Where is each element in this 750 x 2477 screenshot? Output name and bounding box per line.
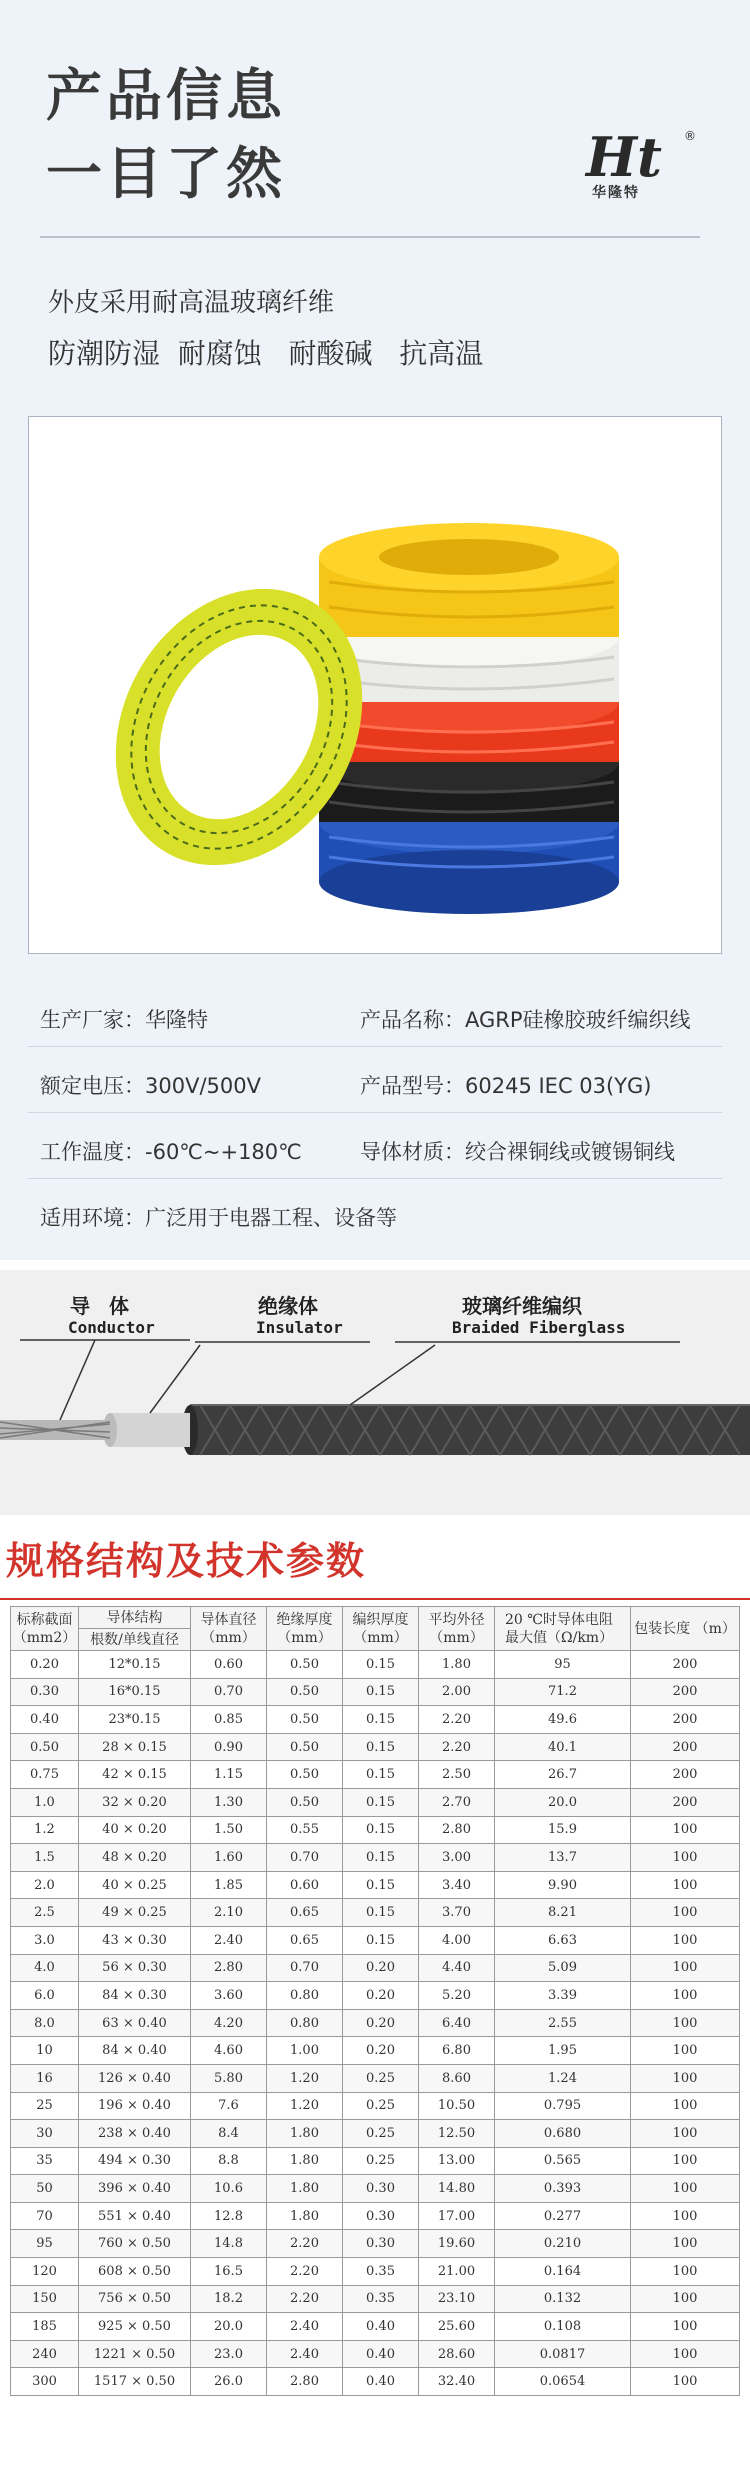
table-cell: 1.00: [267, 2037, 343, 2065]
table-cell: 0.55: [267, 1816, 343, 1844]
info-model: 产品型号：60245 IEC 03(YG): [360, 1074, 652, 1098]
table-cell: 1.85: [191, 1871, 267, 1899]
table-cell: 8.0: [11, 2009, 79, 2037]
product-photo: [28, 416, 722, 954]
table-cell: 25.60: [419, 2313, 495, 2341]
table-cell: 100: [631, 2147, 740, 2175]
table-cell: 0.30: [343, 2230, 419, 2258]
table-cell: 0.80: [267, 1982, 343, 2010]
table-cell: 0.15: [343, 1788, 419, 1816]
header-insulation: 绝缘厚度 （mm）: [267, 1607, 343, 1651]
table-cell: 2.50: [419, 1761, 495, 1789]
table-cell: 0.40: [343, 2313, 419, 2341]
table-cell: 1.15: [191, 1761, 267, 1789]
table-cell: 25: [11, 2092, 79, 2120]
table-cell: 2.00: [419, 1678, 495, 1706]
table-cell: 32.40: [419, 2368, 495, 2396]
table-row: [11, 1788, 740, 1816]
table-cell: 7.6: [191, 2092, 267, 2120]
table-cell: 1221 × 0.50: [79, 2340, 191, 2368]
table-cell: 0.20: [343, 2037, 419, 2065]
table-cell: 0.20: [343, 1954, 419, 1982]
table-cell: 30: [11, 2120, 79, 2148]
table-cell: 63 × 0.40: [79, 2009, 191, 2037]
table-cell: 0.25: [343, 2120, 419, 2148]
table-cell: 3.39: [495, 1982, 631, 2010]
table-cell: 126 × 0.40: [79, 2064, 191, 2092]
table-cell: 0.0654: [495, 2368, 631, 2396]
logo-subtitle: 华隆特: [592, 185, 640, 201]
table-cell: 1.80: [267, 2202, 343, 2230]
spec-title-underline: [0, 1598, 750, 1600]
table-cell: 28 × 0.15: [79, 1733, 191, 1761]
wire-coils-image: [29, 417, 721, 953]
table-cell: 100: [631, 2037, 740, 2065]
table-cell: 100: [631, 1899, 740, 1927]
table-row: [11, 2368, 740, 2396]
table-cell: 2.80: [267, 2368, 343, 2396]
table-row: [11, 1706, 740, 1734]
table-cell: 300: [11, 2368, 79, 2396]
table-cell: 23.10: [419, 2285, 495, 2313]
table-cell: 4.40: [419, 1954, 495, 1982]
table-cell: 0.70: [191, 1678, 267, 1706]
table-row: [11, 1926, 740, 1954]
table-cell: 0.50: [267, 1788, 343, 1816]
hero-title: [46, 58, 286, 214]
info-product-name: 产品名称：AGRP硅橡胶玻纤编织线: [360, 1008, 691, 1032]
table-cell: 0.85: [191, 1706, 267, 1734]
table-row: [11, 2037, 740, 2065]
table-cell: 1.80: [267, 2147, 343, 2175]
info-conductor-material: 导体材质：绞合裸铜线或镀锡铜线: [360, 1140, 675, 1164]
table-cell: 0.50: [267, 1678, 343, 1706]
table-cell: 1517 × 0.50: [79, 2368, 191, 2396]
table-row: [11, 1816, 740, 1844]
table-cell: 8.60: [419, 2064, 495, 2092]
table-cell: 0.90: [191, 1733, 267, 1761]
info-environment: 适用环境：广泛用于电器工程、设备等: [40, 1206, 397, 1230]
table-cell: 0.210: [495, 2230, 631, 2258]
table-cell: 84 × 0.30: [79, 1982, 191, 2010]
table-cell: 0.25: [343, 2147, 419, 2175]
table-cell: 2.0: [11, 1871, 79, 1899]
table-cell: 4.20: [191, 2009, 267, 2037]
table-cell: 608 × 0.50: [79, 2258, 191, 2286]
table-cell: 0.565: [495, 2147, 631, 2175]
info-divider: [28, 1178, 722, 1179]
table-cell: 32 × 0.20: [79, 1788, 191, 1816]
table-cell: 0.50: [267, 1651, 343, 1679]
table-cell: 48 × 0.20: [79, 1844, 191, 1872]
tagline-material: 外皮采用耐高温玻璃纤维: [48, 288, 335, 318]
table-cell: 0.15: [343, 1761, 419, 1789]
table-cell: 0.393: [495, 2175, 631, 2203]
spec-table: [10, 1606, 740, 2396]
table-cell: 19.60: [419, 2230, 495, 2258]
header-diameter: 导体直径 （mm）: [191, 1607, 267, 1651]
header-resistance: 20 ℃时导体电阻 最大值（Ω/km）: [495, 1607, 631, 1651]
table-cell: 12.50: [419, 2120, 495, 2148]
table-cell: 0.35: [343, 2258, 419, 2286]
table-cell: 95: [11, 2230, 79, 2258]
table-cell: 71.2: [495, 1678, 631, 1706]
table-cell: 200: [631, 1788, 740, 1816]
table-cell: 14.80: [419, 2175, 495, 2203]
table-cell: 95: [495, 1651, 631, 1679]
table-cell: 2.20: [267, 2285, 343, 2313]
info-temperature: 工作温度：-60℃~+180℃: [40, 1140, 302, 1164]
table-row: [11, 2147, 740, 2175]
table-cell: 20.0: [495, 1788, 631, 1816]
table-cell: 40.1: [495, 1733, 631, 1761]
table-cell: 0.60: [267, 1871, 343, 1899]
table-cell: 120: [11, 2258, 79, 2286]
table-cell: 100: [631, 2258, 740, 2286]
table-cell: 0.15: [343, 1816, 419, 1844]
table-cell: 100: [631, 2230, 740, 2258]
table-cell: 100: [631, 2340, 740, 2368]
table-row: [11, 1651, 740, 1679]
header-structure: 导体结构: [79, 1607, 191, 1629]
table-cell: 0.20: [11, 1651, 79, 1679]
table-cell: 1.20: [267, 2064, 343, 2092]
label-insulator-cn: 绝缘体: [258, 1294, 318, 1318]
table-cell: 13.7: [495, 1844, 631, 1872]
table-cell: 13.00: [419, 2147, 495, 2175]
table-cell: 1.0: [11, 1788, 79, 1816]
table-cell: 0.15: [343, 1871, 419, 1899]
table-cell: 0.25: [343, 2064, 419, 2092]
table-cell: 23*0.15: [79, 1706, 191, 1734]
table-cell: 0.30: [343, 2202, 419, 2230]
table-cell: 1.30: [191, 1788, 267, 1816]
table-cell: 4.00: [419, 1926, 495, 1954]
header-braid: 编织厚度 （mm）: [343, 1607, 419, 1651]
table-cell: 12.8: [191, 2202, 267, 2230]
table-cell: 0.15: [343, 1733, 419, 1761]
table-cell: 0.65: [267, 1899, 343, 1927]
table-cell: 0.35: [343, 2285, 419, 2313]
table-cell: 0.50: [11, 1733, 79, 1761]
logo-mark: Ht: [586, 125, 662, 189]
table-cell: 6.40: [419, 2009, 495, 2037]
table-header-row: [11, 1607, 740, 1629]
label-insulator-en: Insulator: [256, 1318, 343, 1337]
table-cell: 10: [11, 2037, 79, 2065]
table-cell: 6.63: [495, 1926, 631, 1954]
table-cell: 15.9: [495, 1816, 631, 1844]
table-cell: 16: [11, 2064, 79, 2092]
label-conductor-cn: 导 体: [70, 1294, 135, 1318]
table-cell: 49.6: [495, 1706, 631, 1734]
header-structure-sub: 根数/单线直径: [79, 1629, 191, 1651]
table-cell: 40 × 0.20: [79, 1816, 191, 1844]
table-cell: 9.90: [495, 1871, 631, 1899]
table-cell: 0.65: [267, 1926, 343, 1954]
info-voltage: 额定电压：300V/500V: [40, 1074, 261, 1098]
table-cell: 20.0: [191, 2313, 267, 2341]
table-cell: 760 × 0.50: [79, 2230, 191, 2258]
table-row: [11, 2092, 740, 2120]
table-cell: 5.09: [495, 1954, 631, 1982]
table-cell: 5.80: [191, 2064, 267, 2092]
table-cell: 1.80: [267, 2120, 343, 2148]
header-outer: 平均外径 （mm）: [419, 1607, 495, 1651]
table-cell: 3.00: [419, 1844, 495, 1872]
table-cell: 8.21: [495, 1899, 631, 1927]
table-cell: 0.20: [343, 2009, 419, 2037]
table-cell: 0.40: [11, 1706, 79, 1734]
table-cell: 6.80: [419, 2037, 495, 2065]
table-cell: 1.24: [495, 2064, 631, 2092]
table-cell: 2.5: [11, 1899, 79, 1927]
table-cell: 3.70: [419, 1899, 495, 1927]
table-cell: 196 × 0.40: [79, 2092, 191, 2120]
table-cell: 0.70: [267, 1844, 343, 1872]
table-cell: 0.75: [11, 1761, 79, 1789]
table-cell: 0.0817: [495, 2340, 631, 2368]
table-cell: 10.50: [419, 2092, 495, 2120]
table-cell: 0.40: [343, 2340, 419, 2368]
table-cell: 8.8: [191, 2147, 267, 2175]
header-length: 包装长度 （m）: [631, 1607, 740, 1651]
label-braid-en: Braided Fiberglass: [452, 1318, 626, 1337]
table-cell: 49 × 0.25: [79, 1899, 191, 1927]
table-cell: 185: [11, 2313, 79, 2341]
table-cell: 0.795: [495, 2092, 631, 2120]
table-row: [11, 1871, 740, 1899]
table-row: [11, 1844, 740, 1872]
table-cell: 0.15: [343, 1899, 419, 1927]
hero-title-line1: 产品信息: [46, 64, 286, 129]
table-cell: 0.80: [267, 2009, 343, 2037]
table-cell: 84 × 0.40: [79, 2037, 191, 2065]
table-row: [11, 1982, 740, 2010]
info-manufacturer: 生产厂家：华隆特: [40, 1008, 208, 1032]
table-cell: 0.15: [343, 1844, 419, 1872]
spec-title: 规格结构及技术参数: [6, 1539, 367, 1583]
table-cell: 2.80: [191, 1954, 267, 1982]
table-cell: 100: [631, 2175, 740, 2203]
table-cell: 100: [631, 2202, 740, 2230]
table-cell: 21.00: [419, 2258, 495, 2286]
table-cell: 2.40: [267, 2313, 343, 2341]
table-cell: 756 × 0.50: [79, 2285, 191, 2313]
table-cell: 3.60: [191, 1982, 267, 2010]
table-cell: 1.80: [419, 1651, 495, 1679]
table-cell: 0.15: [343, 1706, 419, 1734]
table-cell: 0.50: [267, 1706, 343, 1734]
hero-title-line2: 一目了然: [46, 142, 286, 207]
table-row: [11, 2313, 740, 2341]
header-section: 标称截面 （mm2）: [11, 1607, 79, 1651]
table-cell: 0.164: [495, 2258, 631, 2286]
table-cell: 2.20: [267, 2258, 343, 2286]
tagline-features: 防潮防湿 耐腐蚀 耐酸碱 抗高温: [48, 337, 484, 370]
table-cell: 16*0.15: [79, 1678, 191, 1706]
table-row: [11, 2340, 740, 2368]
table-cell: 10.6: [191, 2175, 267, 2203]
table-cell: 2.40: [267, 2340, 343, 2368]
label-braid-cn: 玻璃纤维编织: [462, 1294, 582, 1318]
table-cell: 100: [631, 2368, 740, 2396]
table-row: [11, 2064, 740, 2092]
table-cell: 1.20: [267, 2092, 343, 2120]
table-cell: 2.20: [419, 1706, 495, 1734]
table-cell: 100: [631, 2285, 740, 2313]
table-row: [11, 2230, 740, 2258]
table-cell: 100: [631, 1982, 740, 2010]
table-cell: 200: [631, 1651, 740, 1679]
table-row: [11, 2175, 740, 2203]
table-cell: 0.15: [343, 1651, 419, 1679]
table-cell: 200: [631, 1706, 740, 1734]
table-cell: 100: [631, 1844, 740, 1872]
table-cell: 238 × 0.40: [79, 2120, 191, 2148]
table-cell: 0.277: [495, 2202, 631, 2230]
table-cell: 0.40: [343, 2368, 419, 2396]
table-cell: 1.80: [267, 2175, 343, 2203]
table-row: [11, 1899, 740, 1927]
table-cell: 43 × 0.30: [79, 1926, 191, 1954]
table-cell: 56 × 0.30: [79, 1954, 191, 1982]
table-cell: 100: [631, 1954, 740, 1982]
table-cell: 0.50: [267, 1761, 343, 1789]
table-row: [11, 2120, 740, 2148]
table-cell: 1.50: [191, 1816, 267, 1844]
table-cell: 5.20: [419, 1982, 495, 2010]
table-cell: 6.0: [11, 1982, 79, 2010]
table-cell: 2.20: [267, 2230, 343, 2258]
table-cell: 551 × 0.40: [79, 2202, 191, 2230]
table-cell: 0.108: [495, 2313, 631, 2341]
table-row: [11, 1761, 740, 1789]
table-cell: 0.60: [191, 1651, 267, 1679]
table-cell: 26.0: [191, 2368, 267, 2396]
table-cell: 0.30: [11, 1678, 79, 1706]
table-cell: 2.55: [495, 2009, 631, 2037]
table-cell: 0.70: [267, 1954, 343, 1982]
table-cell: 8.4: [191, 2120, 267, 2148]
info-divider: [28, 1112, 722, 1113]
table-cell: 0.50: [267, 1733, 343, 1761]
divider: [40, 236, 700, 238]
table-cell: 70: [11, 2202, 79, 2230]
cable-structure-diagram: [0, 1270, 750, 1515]
table-row: [11, 1954, 740, 1982]
table-cell: 200: [631, 1761, 740, 1789]
table-cell: 50: [11, 2175, 79, 2203]
table-cell: 4.0: [11, 1954, 79, 1982]
table-cell: 18.2: [191, 2285, 267, 2313]
table-cell: 494 × 0.30: [79, 2147, 191, 2175]
table-cell: 200: [631, 1733, 740, 1761]
table-cell: 2.20: [419, 1733, 495, 1761]
label-conductor-en: Conductor: [68, 1318, 155, 1337]
table-cell: 0.15: [343, 1678, 419, 1706]
table-cell: 17.00: [419, 2202, 495, 2230]
table-cell: 0.25: [343, 2092, 419, 2120]
table-row: [11, 2285, 740, 2313]
table-cell: 240: [11, 2340, 79, 2368]
table-cell: 0.20: [343, 1982, 419, 2010]
table-cell: 0.30: [343, 2175, 419, 2203]
spec-table-body: [11, 1651, 740, 2396]
table-cell: 2.10: [191, 1899, 267, 1927]
table-row: [11, 2258, 740, 2286]
table-cell: 0.15: [343, 1926, 419, 1954]
table-cell: 3.0: [11, 1926, 79, 1954]
table-cell: 2.80: [419, 1816, 495, 1844]
table-cell: 396 × 0.40: [79, 2175, 191, 2203]
table-row: [11, 2202, 740, 2230]
yellow-coil: [319, 523, 619, 637]
table-cell: 23.0: [191, 2340, 267, 2368]
table-cell: 28.60: [419, 2340, 495, 2368]
table-cell: 14.8: [191, 2230, 267, 2258]
table-cell: 26.7: [495, 1761, 631, 1789]
table-row: [11, 1678, 740, 1706]
table-cell: 200: [631, 1678, 740, 1706]
info-divider: [28, 1046, 722, 1047]
table-cell: 100: [631, 1871, 740, 1899]
table-cell: 0.132: [495, 2285, 631, 2313]
table-cell: 1.95: [495, 2037, 631, 2065]
table-cell: 150: [11, 2285, 79, 2313]
table-row: [11, 2009, 740, 2037]
table-cell: 100: [631, 1816, 740, 1844]
table-cell: 3.40: [419, 1871, 495, 1899]
table-cell: 100: [631, 1926, 740, 1954]
table-cell: 1.2: [11, 1816, 79, 1844]
table-cell: 4.60: [191, 2037, 267, 2065]
table-cell: 2.70: [419, 1788, 495, 1816]
table-cell: 16.5: [191, 2258, 267, 2286]
table-cell: 35: [11, 2147, 79, 2175]
table-cell: 100: [631, 2313, 740, 2341]
table-row: [11, 1733, 740, 1761]
table-cell: 100: [631, 2009, 740, 2037]
table-cell: 100: [631, 2120, 740, 2148]
table-cell: 0.680: [495, 2120, 631, 2148]
table-cell: 1.60: [191, 1844, 267, 1872]
table-cell: 100: [631, 2064, 740, 2092]
logo-registered: ®: [684, 129, 696, 143]
table-cell: 925 × 0.50: [79, 2313, 191, 2341]
table-cell: 1.5: [11, 1844, 79, 1872]
table-cell: 42 × 0.15: [79, 1761, 191, 1789]
table-cell: 100: [631, 2092, 740, 2120]
table-cell: 2.40: [191, 1926, 267, 1954]
table-cell: 40 × 0.25: [79, 1871, 191, 1899]
table-cell: 12*0.15: [79, 1651, 191, 1679]
